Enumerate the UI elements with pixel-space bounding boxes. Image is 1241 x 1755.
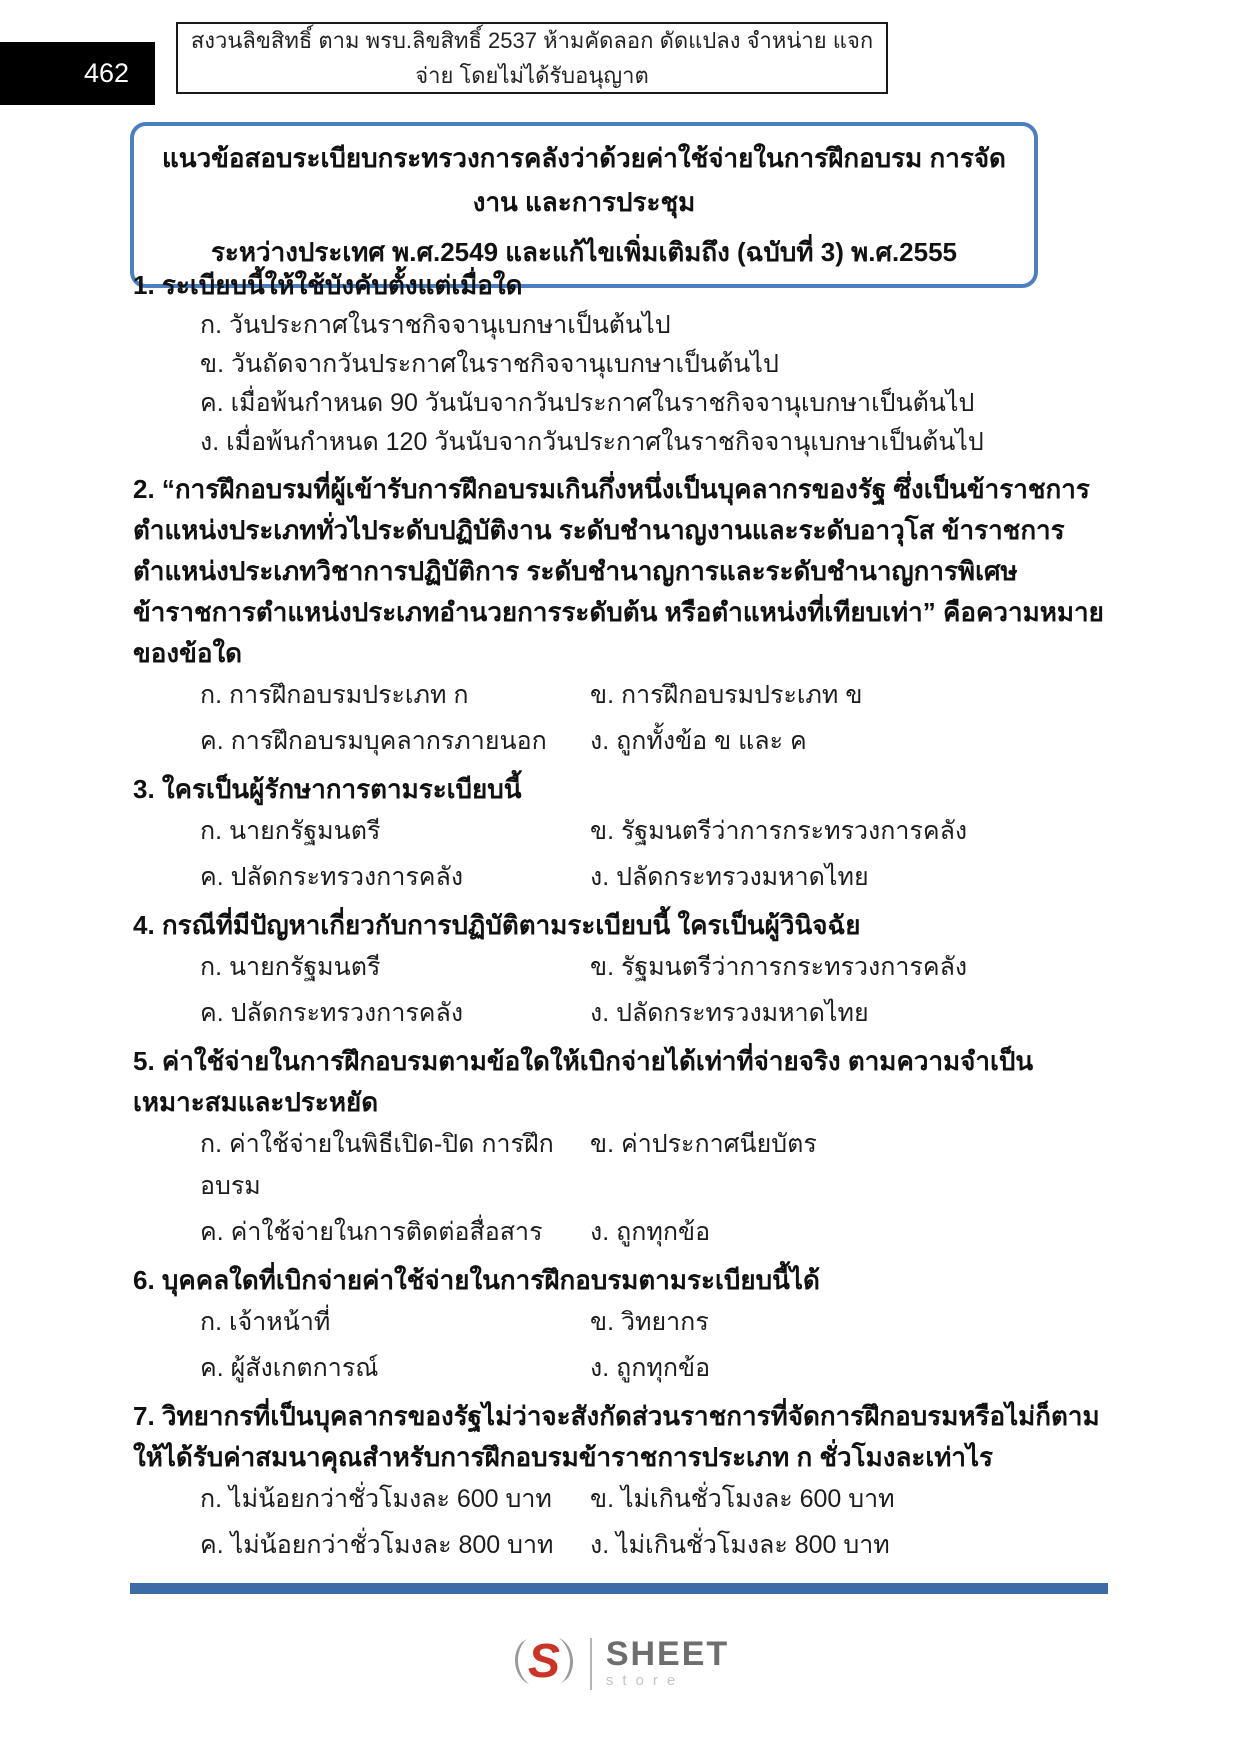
- logo-divider: [590, 1638, 592, 1690]
- question-2-choices: [133, 674, 1110, 762]
- question-4-choices: [133, 946, 1110, 1034]
- choice-1a: ก. วันประกาศในราชกิจจานุเบกษาเป็นต้นไป: [200, 311, 671, 339]
- page-number: 462: [83, 58, 130, 88]
- choice-2b: ข. การฝึกอบรมประเภท ข: [590, 681, 863, 709]
- question-6-choices: [133, 1301, 1110, 1389]
- choice-5d: ง. ถูกทุกข้อ: [590, 1218, 711, 1246]
- svg-text:S: S: [527, 1635, 560, 1688]
- choice-7d: ง. ไม่เกินชั่วโมงละ 800 บาท: [590, 1531, 890, 1559]
- choice-3c: ค. ปลัดกระทรวงการคลัง: [200, 863, 464, 891]
- choice-6c: ค. ผู้สังเกตการณ์: [200, 1354, 379, 1382]
- question-3-text: 3. ใครเป็นผู้รักษาการตามระเบียบนี้: [133, 774, 522, 804]
- question-5: [133, 1041, 1110, 1253]
- question-4-text: 4. กรณีที่มีปัญหาเกี่ยวกับการปฏิบัติตามระเบียบนี้ ใครเป็นผู้วินิจฉัย: [133, 910, 861, 940]
- choice-6a: ก. เจ้าหน้าที่: [200, 1308, 331, 1336]
- question-5-text: 5. ค่าใช้จ่ายในการฝึกอบรมตามข้อใดให้เบิกจ่ายได้เท่าที่จ่ายจริง ตามความจำเป็น เหมาะสมและประหยัด: [133, 1046, 1034, 1117]
- copyright-text: สงวนลิขสิทธิ์ ตาม พรบ.ลิขสิทธิ์ 2537 ห้ามคัดลอก ดัดแปลง จำหน่าย แจกจ่าย โดยไม่ได้รับอนุญาต: [190, 28, 874, 88]
- choice-4c: ค. ปลัดกระทรวงการคลัง: [200, 999, 464, 1027]
- question-1-choices: [133, 306, 1110, 462]
- logo-name: SHEET: [605, 1634, 730, 1673]
- choice-6d: ง. ถูกทุกข้อ: [590, 1354, 711, 1382]
- question-6: [133, 1260, 1110, 1389]
- sheet-store-logo: [0, 1632, 1241, 1695]
- choice-5c: ค. ค่าใช้จ่ายในการติดต่อสื่อสาร: [200, 1218, 543, 1246]
- choice-3d: ง. ปลัดกระทรวงมหาดไทย: [590, 863, 869, 891]
- choice-3a: ก. นายกรัฐมนตรี: [200, 817, 381, 845]
- sheet-store-s-icon: [512, 1632, 576, 1695]
- choice-5a: ก. ค่าใช้จ่ายในพิธีเปิด-ปิด การฝึกอบรม: [200, 1130, 554, 1200]
- question-4: [133, 905, 1110, 1034]
- choice-4a: ก. นายกรัฐมนตรี: [200, 953, 381, 981]
- question-1-text: 1. ระเบียบนี้ให้ใช้บังคับตั้งแต่เมื่อใด: [133, 270, 523, 300]
- question-7: [133, 1396, 1110, 1566]
- question-2: [133, 469, 1110, 762]
- question-6-text: 6. บุคคลใดที่เบิกจ่ายค่าใช้จ่ายในการฝึกอบรมตามระเบียบนี้ได้: [133, 1265, 820, 1295]
- choice-4b: ข. รัฐมนตรีว่าการกระทรวงการคลัง: [590, 953, 968, 981]
- question-3: [133, 769, 1110, 898]
- exam-title-line2: ระหว่างประเทศ พ.ศ.2549 และแก้ไขเพิ่มเติมถึง (ฉบับที่ 3) พ.ศ.2555: [210, 237, 958, 267]
- logo-text: [605, 1634, 730, 1691]
- choice-4d: ง. ปลัดกระทรวงมหาดไทย: [590, 999, 869, 1027]
- choice-2a: ก. การฝึกอบรมประเภท ก: [200, 681, 469, 709]
- questions-section: [133, 258, 1110, 1566]
- choice-3b: ข. รัฐมนตรีว่าการกระทรวงการคลัง: [590, 817, 968, 845]
- footer-divider-bar: [130, 1583, 1108, 1594]
- question-7-choices: [133, 1478, 1110, 1566]
- page-number-box: [0, 42, 155, 105]
- choice-1c: ค. เมื่อพ้นกำหนด 90 วันนับจากวันประกาศในราชกิจจานุเบกษาเป็นต้นไป: [200, 389, 975, 417]
- choice-2d: ง. ถูกทั้งข้อ ข และ ค: [590, 727, 807, 755]
- question-3-choices: [133, 810, 1110, 898]
- copyright-box: [176, 22, 888, 94]
- choice-6b: ข. วิทยากร: [590, 1308, 709, 1336]
- choice-5b: ข. ค่าประกาศนียบัตร: [590, 1130, 817, 1158]
- logo-subtitle: store: [605, 1671, 685, 1689]
- choice-7a: ก. ไม่น้อยกว่าชั่วโมงละ 600 บาท: [200, 1485, 552, 1513]
- choice-1b: ข. วันถัดจากวันประกาศในราชกิจจานุเบกษาเป็นต้นไป: [200, 350, 779, 378]
- choice-7c: ค. ไม่น้อยกว่าชั่วโมงละ 800 บาท: [200, 1531, 554, 1559]
- question-7-text: 7. วิทยากรที่เป็นบุคลากรของรัฐไม่ว่าจะสังกัดส่วนราชการที่จัดการฝึกอบรมหรือไม่ก็ตาม ให้ได้รับค่าสมนาคุณสำหรับการฝึกอบรมข้าราชการประเภท ก ชั่วโมงละเท่าไร: [133, 1401, 1100, 1472]
- question-5-choices: [133, 1123, 1110, 1253]
- choice-7b: ข. ไม่เกินชั่วโมงละ 600 บาท: [590, 1485, 895, 1513]
- question-2-text: 2. “การฝึกอบรมที่ผู้เข้ารับการฝึกอบรมเกินกึ่งหนึ่งเป็นบุคลากรของรัฐ ซึ่งเป็นข้าราชการตำแหน่งประเภททั่วไประดับปฏิบัติงาน ระดับชำนาญงานและระดับอาวุโส ข้าราชการ ตำแหน่งประเภทวิชาการปฏิบัติการ ระดับชำนาญการและระดับชำนาญการพิเศษ ข้าราชการตำแหน่งประเภทอำนวยการระดับต้น หรือตำแหน่งที่เทียบเท่า” คือความหมายของข้อใด: [133, 474, 1104, 668]
- exam-title-line1: แนวข้อสอบระเบียบกระทรวงการคลังว่าด้วยค่าใช้จ่ายในการฝึกอบรม การจัดงาน และการประชุม: [162, 143, 1006, 217]
- choice-2c: ค. การฝึกอบรมบุคลากรภายนอก: [200, 727, 547, 755]
- choice-1d: ง. เมื่อพ้นกำหนด 120 วันนับจากวันประกาศในราชกิจจานุเบกษาเป็นต้นไป: [200, 428, 984, 456]
- question-1: [133, 265, 1110, 462]
